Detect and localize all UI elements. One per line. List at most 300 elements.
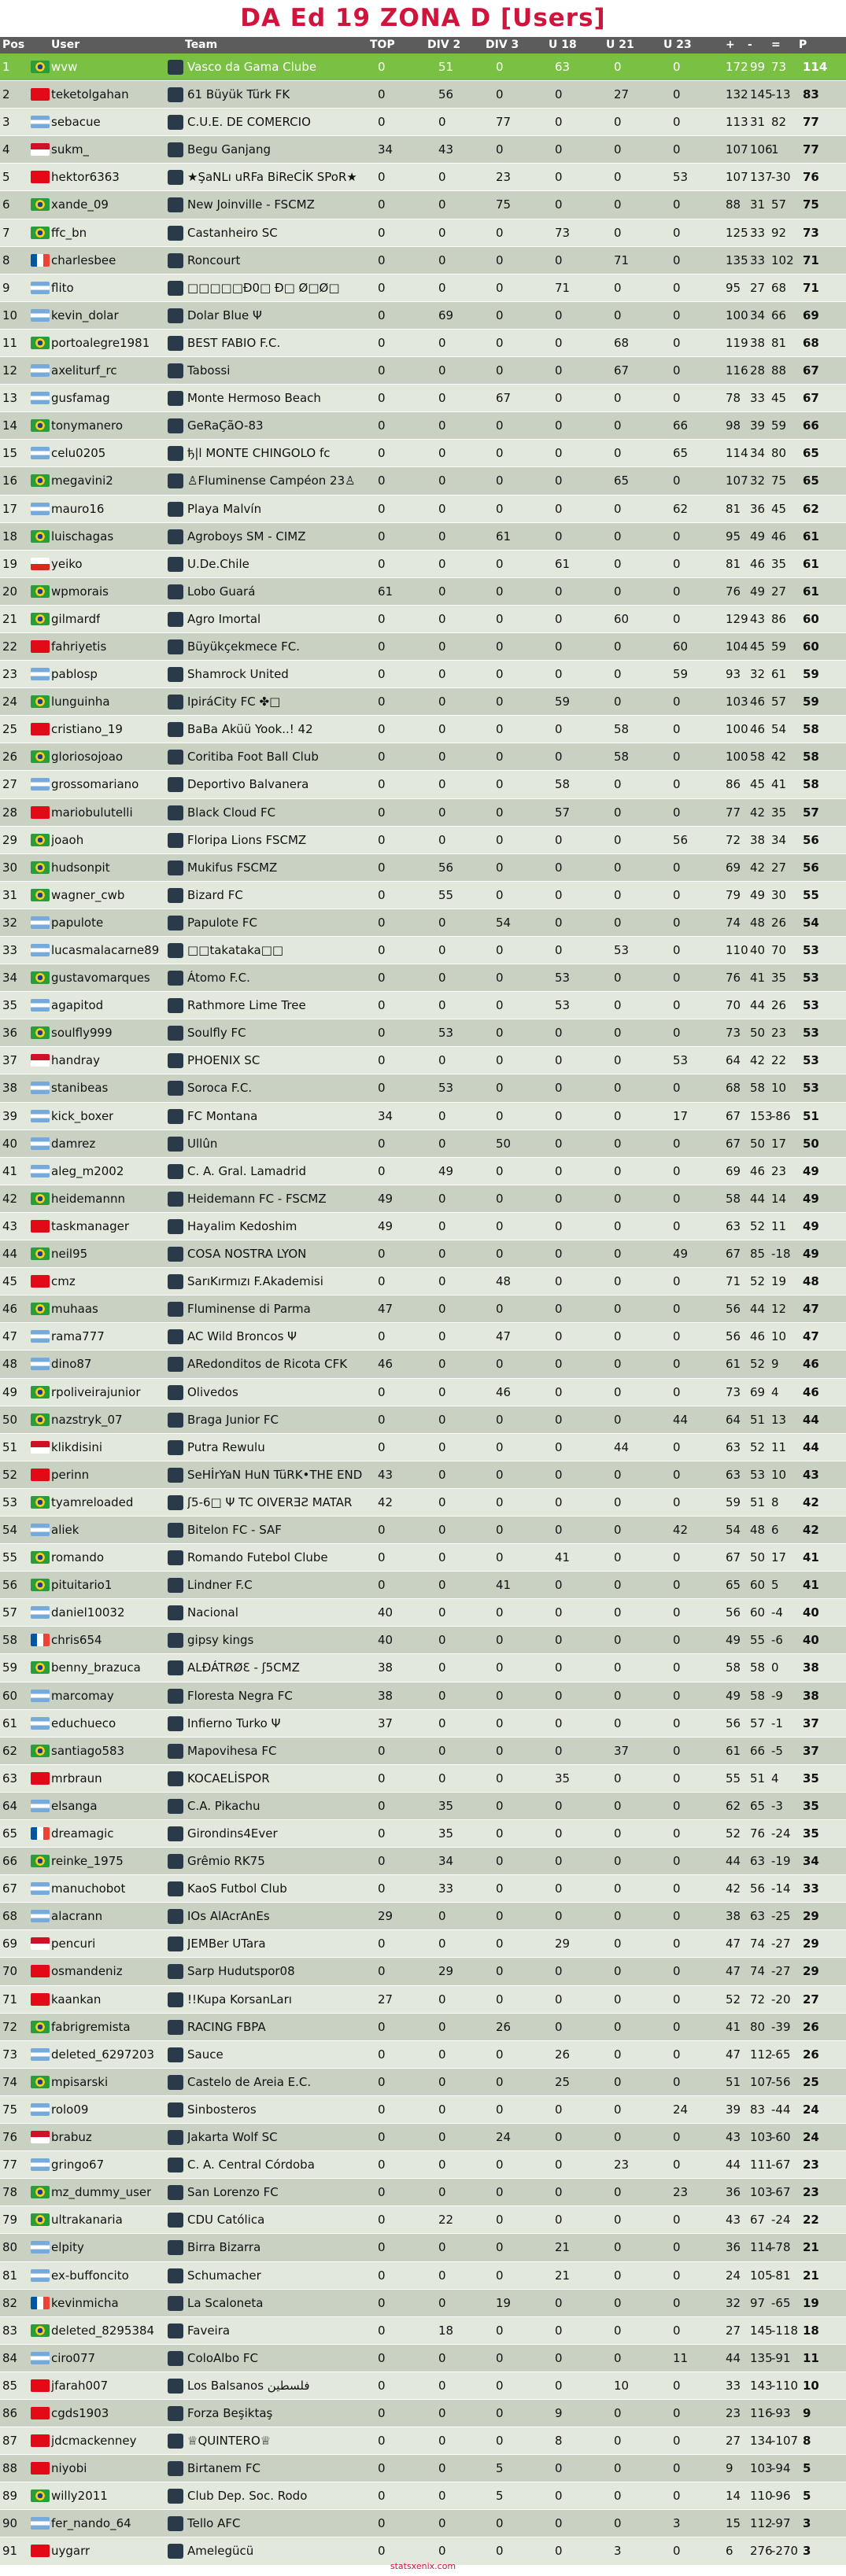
team-name-cell[interactable]: BEST FABIO F.C.: [187, 335, 281, 350]
table-row[interactable]: [0, 2234, 846, 2261]
username-cell[interactable]: portoalegre1981: [51, 335, 150, 350]
username-cell[interactable]: axeliturf_rc: [51, 363, 117, 378]
team-name-cell[interactable]: ♕QUINTERO♕: [187, 2434, 272, 2449]
team-name-cell[interactable]: Vasco da Gama Clube: [187, 60, 317, 74]
team-name-cell[interactable]: ♙Fluminense Campéon 23♙: [187, 474, 356, 488]
username-cell[interactable]: ffc_bn: [51, 225, 87, 240]
table-row[interactable]: [0, 1158, 846, 1185]
team-name-cell[interactable]: RACING FBPA: [187, 2019, 266, 2034]
team-name-cell[interactable]: ColoAlbo FC: [187, 2350, 258, 2365]
username-cell[interactable]: kevinmicha: [51, 2295, 119, 2310]
table-row[interactable]: [0, 1130, 846, 1158]
team-name-cell[interactable]: Amelegücü: [187, 2544, 254, 2559]
header-u18[interactable]: U 18: [549, 39, 577, 51]
team-name-cell[interactable]: IOs AlAcrAnEs: [187, 1909, 270, 1924]
table-row[interactable]: [0, 81, 846, 109]
table-row[interactable]: [0, 937, 846, 964]
team-name-cell[interactable]: Birra Bizarra: [187, 2240, 261, 2255]
username-cell[interactable]: kevin_dolar: [51, 308, 119, 322]
team-name-cell[interactable]: Deportivo Balvanera: [187, 777, 309, 792]
header-team[interactable]: Team: [185, 39, 218, 51]
username-cell[interactable]: charlesbee: [51, 252, 116, 267]
table-row[interactable]: [0, 467, 846, 495]
team-name-cell[interactable]: ★ŞaNLı uRFa BiReCİK SPoR★: [187, 170, 357, 185]
table-row[interactable]: [0, 688, 846, 716]
team-name-cell[interactable]: Tello AFC: [187, 2516, 241, 2531]
u21-cell: 0: [614, 1605, 622, 1620]
team-name-cell[interactable]: □□takataka□□: [187, 943, 284, 957]
username-cell[interactable]: yeiko: [51, 556, 83, 571]
table-row[interactable]: [0, 1682, 846, 1710]
team-name-cell[interactable]: Agro Imortal: [187, 611, 261, 626]
team-name-cell[interactable]: Girondins4Ever: [187, 1826, 278, 1841]
table-row[interactable]: [0, 2124, 846, 2151]
table-row[interactable]: [0, 1848, 846, 1875]
footer-credit[interactable]: statsxenix.com: [390, 2561, 456, 2571]
team-name-cell[interactable]: Sinbosteros: [187, 2102, 257, 2117]
username-cell[interactable]: cristiano_19: [51, 722, 123, 737]
table-row[interactable]: [0, 2262, 846, 2290]
header-plus[interactable]: +: [726, 39, 735, 51]
table-row[interactable]: [0, 854, 846, 882]
table-row[interactable]: [0, 219, 846, 247]
team-name-cell[interactable]: C. A. Gral. Lamadrid: [187, 1163, 306, 1178]
username-cell[interactable]: handray: [51, 1053, 100, 1068]
team-name-cell[interactable]: Soroca F.C.: [187, 1081, 253, 1096]
username-cell[interactable]: ultrakanaria: [51, 2213, 123, 2228]
username-cell[interactable]: teketolgahan: [51, 87, 129, 102]
team-name-cell[interactable]: Begu Ganjang: [187, 142, 272, 157]
username-cell[interactable]: educhueco: [51, 1715, 116, 1730]
team-name-cell[interactable]: Lobo Guará: [187, 584, 256, 599]
table-row[interactable]: [0, 2041, 846, 2069]
team-badge-icon: [168, 2461, 183, 2476]
username-cell[interactable]: elsanga: [51, 1798, 98, 1813]
team-name-cell[interactable]: Bitelon FC - SAF: [187, 1522, 282, 1537]
header-pos[interactable]: Pos: [2, 39, 25, 51]
username-cell[interactable]: romando: [51, 1550, 105, 1565]
team-badge-icon: [168, 557, 183, 572]
username-cell[interactable]: pablosp: [51, 667, 98, 682]
team-name-cell[interactable]: Faveira: [187, 2323, 231, 2338]
username-cell[interactable]: deleted_8295384: [51, 2323, 155, 2338]
table-row[interactable]: [0, 1572, 846, 1599]
team-name-cell[interactable]: Coritiba Foot Ball Club: [187, 750, 319, 765]
username-cell[interactable]: fabrigremista: [51, 2019, 131, 2034]
table-row[interactable]: [0, 1240, 846, 1268]
team-name-cell[interactable]: Heidemann FC - FSCMZ: [187, 1191, 327, 1206]
table-row[interactable]: [0, 1654, 846, 1682]
team-name-cell[interactable]: Nacional: [187, 1605, 238, 1620]
username-cell[interactable]: daniel10032: [51, 1605, 125, 1620]
table-row[interactable]: [0, 1019, 846, 1047]
username-cell[interactable]: xande_09: [51, 197, 109, 212]
team-name-cell[interactable]: Ullûn: [187, 1136, 218, 1151]
table-row[interactable]: [0, 2206, 846, 2234]
team-name-cell[interactable]: CDU Católica: [187, 2213, 265, 2228]
username-cell[interactable]: rpoliveirajunior: [51, 1384, 141, 1399]
username-cell[interactable]: kick_boxer: [51, 1108, 114, 1123]
username-cell[interactable]: lucasmalacarne89: [51, 943, 160, 957]
team-name-cell[interactable]: ʃ5-6□ Ψ TC OIVERƎƧ MATAR: [187, 1494, 353, 1509]
table-row[interactable]: [0, 2069, 846, 2096]
team-name-cell[interactable]: ђ|l MONTE CHINGOLO fc: [187, 446, 331, 461]
username-cell[interactable]: marcomay: [51, 1688, 114, 1703]
username-cell[interactable]: agapitod: [51, 998, 104, 1013]
table-row[interactable]: [0, 1434, 846, 1461]
team-name-cell[interactable]: Floresta Negra FC: [187, 1688, 293, 1703]
username-cell[interactable]: papulote: [51, 915, 104, 930]
table-row[interactable]: [0, 578, 846, 606]
table-row[interactable]: [0, 1710, 846, 1738]
team-name-cell[interactable]: C.A. Pikachu: [187, 1798, 260, 1813]
table-row[interactable]: [0, 385, 846, 412]
team-name-cell[interactable]: San Lorenzo FC: [187, 2185, 279, 2200]
header-u21[interactable]: U 21: [606, 39, 634, 51]
username-cell[interactable]: wagner_cwb: [51, 887, 125, 902]
username-cell[interactable]: gilmardf: [51, 611, 101, 626]
table-row[interactable]: [0, 1103, 846, 1130]
username-cell[interactable]: dino87: [51, 1357, 92, 1372]
team-name-cell[interactable]: GeRaÇãO-83: [187, 418, 264, 433]
team-name-cell[interactable]: Mapovihesa FC: [187, 1743, 277, 1758]
team-name-cell[interactable]: !!Kupa KorsanLarı: [187, 1992, 292, 2007]
username-cell[interactable]: jfarah007: [51, 2378, 109, 2393]
table-row[interactable]: [0, 1599, 846, 1627]
team-name-cell[interactable]: Büyükçekmece FC.: [187, 639, 300, 654]
table-row[interactable]: [0, 1903, 846, 1930]
username-cell[interactable]: dreamagic: [51, 1826, 114, 1841]
team-name-cell[interactable]: Club Dep. Soc. Rodo: [187, 2489, 308, 2504]
table-row[interactable]: [0, 2096, 846, 2124]
team-name-cell[interactable]: Birtanem FC: [187, 2461, 260, 2476]
table-row[interactable]: [0, 2179, 846, 2206]
username-cell[interactable]: wvw: [51, 60, 78, 74]
username-cell[interactable]: mariobulutelli: [51, 805, 133, 820]
team-name-cell[interactable]: SeHİrYaN HuN TüRK•THE END: [187, 1467, 363, 1482]
username-cell[interactable]: elpity: [51, 2240, 84, 2255]
username-cell[interactable]: hudsonpit: [51, 860, 110, 875]
table-row[interactable]: [0, 661, 846, 688]
table-row[interactable]: [0, 164, 846, 191]
table-row[interactable]: [0, 1047, 846, 1074]
div2-cell: 0: [438, 2350, 446, 2365]
table-row[interactable]: [0, 1544, 846, 1572]
username-cell[interactable]: kaankan: [51, 1992, 102, 2007]
team-name-cell[interactable]: New Joinville - FSCMZ: [187, 197, 315, 212]
username-cell[interactable]: pencuri: [51, 1937, 96, 1951]
username-cell[interactable]: osmandeniz: [51, 1964, 123, 1979]
username-cell[interactable]: alacrann: [51, 1909, 103, 1924]
username-cell[interactable]: gusfamag: [51, 391, 110, 406]
table-row[interactable]: [0, 633, 846, 661]
team-name-cell[interactable]: KaoS Futbol Club: [187, 1881, 287, 1896]
team-name-cell[interactable]: Bizard FC: [187, 887, 243, 902]
username-cell[interactable]: aleg_m2002: [51, 1163, 124, 1178]
table-row[interactable]: [0, 1875, 846, 1903]
username-cell[interactable]: luischagas: [51, 529, 114, 544]
username-cell[interactable]: niyobi: [51, 2461, 87, 2476]
team-name-cell[interactable]: Olivedos: [187, 1384, 238, 1399]
div3-cell: 0: [496, 2213, 504, 2228]
table-row[interactable]: [0, 1268, 846, 1295]
team-name-cell[interactable]: C.U.E. DE COMERCIO: [187, 115, 311, 130]
header-minus[interactable]: -: [748, 39, 752, 51]
username-cell[interactable]: taskmanager: [51, 1218, 129, 1233]
team-name-cell[interactable]: Shamrock United: [187, 667, 289, 682]
username-cell[interactable]: tyamreloaded: [51, 1494, 134, 1509]
username-cell[interactable]: mpisarski: [51, 2074, 109, 2089]
team-name-cell[interactable]: Infierno Turko Ψ: [187, 1715, 281, 1730]
header-div3[interactable]: DIV 3: [486, 39, 519, 51]
username-cell[interactable]: gustavomarques: [51, 971, 150, 986]
table-row[interactable]: [0, 330, 846, 357]
table-row[interactable]: [0, 2317, 846, 2345]
team-name-cell[interactable]: IpiráCity FC ✤□: [187, 695, 281, 709]
table-row[interactable]: [0, 412, 846, 440]
header-u23[interactable]: U 23: [663, 39, 692, 51]
team-name-cell[interactable]: ARedonditos de Ricota CFK: [187, 1357, 348, 1372]
username-cell[interactable]: neil95: [51, 1247, 88, 1262]
team-name-cell[interactable]: PHOENIX SC: [187, 1053, 260, 1068]
header-eq[interactable]: =: [771, 39, 781, 51]
table-row[interactable]: [0, 1765, 846, 1793]
table-row[interactable]: [0, 1295, 846, 1323]
team-name-cell[interactable]: Schumacher: [187, 2268, 261, 2283]
username-cell[interactable]: gloriosojoao: [51, 750, 124, 765]
u18-cell: 0: [555, 1081, 563, 1096]
header-user[interactable]: User: [51, 39, 80, 51]
team-name-cell[interactable]: Fluminense di Parma: [187, 1302, 311, 1317]
team-name-cell[interactable]: Castelo de Areia E.C.: [187, 2074, 312, 2089]
username-cell[interactable]: rama777: [51, 1329, 105, 1344]
team-name-cell[interactable]: La Scaloneta: [187, 2295, 264, 2310]
username-cell[interactable]: tonymanero: [51, 418, 123, 433]
table-row[interactable]: [0, 2290, 846, 2317]
plus-cell: 95: [726, 280, 741, 295]
username-cell[interactable]: flito: [51, 280, 74, 295]
team-name-cell[interactable]: Soulfly FC: [187, 1026, 246, 1041]
table-row[interactable]: [0, 1738, 846, 1765]
username-cell[interactable]: sebacue: [51, 115, 101, 130]
table-row[interactable]: [0, 1323, 846, 1351]
username-cell[interactable]: willy2011: [51, 2489, 108, 2504]
top-cell: 40: [378, 1633, 393, 1648]
team-name-cell[interactable]: Monte Hermoso Beach: [187, 391, 321, 406]
header-div2[interactable]: DIV 2: [427, 39, 461, 51]
table-row[interactable]: [0, 882, 846, 909]
table-row[interactable]: [0, 1986, 846, 2014]
table-row[interactable]: [0, 357, 846, 385]
team-name-cell[interactable]: ALĐÁTRØƐ - ʃ5CMZ: [187, 1660, 300, 1675]
table-row[interactable]: [0, 2151, 846, 2179]
team-name-cell[interactable]: Braga Junior FC: [187, 1412, 279, 1427]
table-row[interactable]: [0, 827, 846, 854]
team-name-cell[interactable]: Rathmore Lime Tree: [187, 998, 306, 1013]
team-name-cell[interactable]: gipsy kings: [187, 1633, 254, 1648]
username-cell[interactable]: fer_nando_64: [51, 2516, 131, 2531]
table-row[interactable]: [0, 2510, 846, 2537]
username-cell[interactable]: mauro16: [51, 501, 105, 516]
table-row[interactable]: [0, 53, 846, 81]
team-name-cell[interactable]: Sauce: [187, 2047, 224, 2062]
div3-cell: 0: [496, 1522, 504, 1537]
team-name-cell[interactable]: BaBa Aküü Yook..! 42: [187, 722, 313, 737]
username-cell[interactable]: megavini2: [51, 474, 113, 488]
table-row[interactable]: [0, 1379, 846, 1406]
username-cell[interactable]: santiago583: [51, 1743, 125, 1758]
header-top[interactable]: TOP: [370, 39, 395, 51]
username-cell[interactable]: deleted_6297203: [51, 2047, 155, 2062]
table-row[interactable]: [0, 551, 846, 578]
team-name-cell[interactable]: Putra Rewulu: [187, 1439, 265, 1454]
username-cell[interactable]: ciro077: [51, 2350, 96, 2365]
team-name-cell[interactable]: Floripa Lions FSCMZ: [187, 832, 307, 847]
table-row[interactable]: [0, 275, 846, 302]
username-cell[interactable]: sukm_: [51, 142, 90, 157]
header-points[interactable]: P: [799, 39, 807, 51]
team-name-cell[interactable]: C. A. Central Córdoba: [187, 2158, 315, 2172]
team-name-cell[interactable]: □□□□□Ð0□ Ð□ Ø□Ø□: [187, 280, 340, 295]
table-row[interactable]: [0, 247, 846, 275]
table-row[interactable]: [0, 1074, 846, 1102]
table-row[interactable]: [0, 2014, 846, 2041]
minus-cell: 145: [750, 2323, 773, 2338]
table-row[interactable]: [0, 1213, 846, 1240]
username-cell[interactable]: muhaas: [51, 1302, 98, 1317]
diff-cell: 81: [771, 335, 787, 350]
table-row[interactable]: [0, 1351, 846, 1378]
table-row[interactable]: [0, 136, 846, 164]
username-cell[interactable]: jdcmackenney: [51, 2434, 137, 2449]
table-row[interactable]: [0, 2400, 846, 2427]
team-name-cell[interactable]: JEMBer UTara: [187, 1937, 266, 1951]
team-name-cell[interactable]: Sarp Hudutspor08: [187, 1964, 295, 1979]
table-row[interactable]: [0, 1461, 846, 1489]
username-cell[interactable]: soulfly999: [51, 1026, 113, 1041]
u18-cell: 0: [555, 584, 563, 599]
table-row[interactable]: [0, 1406, 846, 1434]
table-row[interactable]: [0, 964, 846, 992]
username-cell[interactable]: rolo09: [51, 2102, 89, 2117]
username-cell[interactable]: uygarr: [51, 2544, 91, 2559]
table-row[interactable]: [0, 909, 846, 937]
table-row[interactable]: [0, 1627, 846, 1654]
team-name-cell[interactable]: Los Balsanos فلسطين: [187, 2378, 310, 2393]
username-cell[interactable]: cmz: [51, 1274, 76, 1289]
team-name-cell[interactable]: Castanheiro SC: [187, 225, 278, 240]
username-cell[interactable]: perinn: [51, 1467, 90, 1482]
username-cell[interactable]: celu0205: [51, 446, 106, 461]
table-row[interactable]: [0, 743, 846, 771]
team-name-cell[interactable]: Papulote FC: [187, 915, 257, 930]
username-cell[interactable]: fahriyetis: [51, 639, 107, 654]
username-cell[interactable]: wpmorais: [51, 584, 109, 599]
team-name-cell[interactable]: Black Cloud FC: [187, 805, 276, 820]
team-name-cell[interactable]: AC Wild Broncos Ψ: [187, 1329, 297, 1344]
team-name-cell[interactable]: Lindner F.C: [187, 1578, 253, 1593]
username-cell[interactable]: stanibeas: [51, 1081, 109, 1096]
table-row[interactable]: [0, 302, 846, 330]
username-cell[interactable]: mrbraun: [51, 1771, 102, 1786]
username-cell[interactable]: reinke_1975: [51, 1854, 124, 1869]
team-name-cell[interactable]: Romando Futebol Clube: [187, 1550, 328, 1565]
team-name-cell[interactable]: Forza Beşiktaş: [187, 2405, 273, 2420]
table-row[interactable]: [0, 2455, 846, 2482]
team-name-cell[interactable]: Jakarta Wolf SC: [187, 2130, 278, 2145]
username-cell[interactable]: heidemannn: [51, 1191, 125, 1206]
table-row[interactable]: [0, 440, 846, 467]
table-row[interactable]: [0, 2345, 846, 2372]
username-cell[interactable]: brabuz: [51, 2130, 92, 2145]
table-row[interactable]: [0, 606, 846, 633]
username-cell[interactable]: gringo67: [51, 2158, 105, 2172]
team-name-cell[interactable]: 61 Büyük Türk FK: [187, 87, 290, 102]
username-cell[interactable]: lunguinha: [51, 695, 110, 709]
table-row[interactable]: [0, 716, 846, 743]
team-name-cell[interactable]: U.De.Chile: [187, 556, 249, 571]
team-name-cell[interactable]: KOCAELİSPOR: [187, 1771, 270, 1786]
username-cell[interactable]: chris654: [51, 1633, 102, 1648]
table-row[interactable]: [0, 2482, 846, 2510]
table-row[interactable]: [0, 992, 846, 1019]
table-row[interactable]: [0, 523, 846, 551]
table-row[interactable]: [0, 1489, 846, 1516]
team-name-cell[interactable]: Roncourt: [187, 252, 241, 267]
pos-cell: 4: [2, 142, 10, 157]
table-row[interactable]: [0, 1793, 846, 1820]
table-row[interactable]: [0, 771, 846, 798]
username-cell[interactable]: damrez: [51, 1136, 96, 1151]
username-cell[interactable]: manuchobot: [51, 1881, 126, 1896]
team-name-cell[interactable]: Dolar Blue Ψ: [187, 308, 262, 322]
team-name-cell[interactable]: Playa Malvín: [187, 501, 262, 516]
table-row[interactable]: [0, 1185, 846, 1213]
username-cell[interactable]: aliek: [51, 1522, 79, 1537]
username-cell[interactable]: pituitario1: [51, 1578, 113, 1593]
username-cell[interactable]: nazstryk_07: [51, 1412, 123, 1427]
team-name-cell[interactable]: Grêmio RK75: [187, 1854, 265, 1869]
table-row[interactable]: [0, 1516, 846, 1544]
team-name-cell[interactable]: Mukifus FSCMZ: [187, 860, 278, 875]
username-cell[interactable]: joaoh: [51, 832, 84, 847]
table-row[interactable]: [0, 109, 846, 136]
table-row[interactable]: [0, 1958, 846, 1985]
team-name-cell[interactable]: Hayalim Kedoshim: [187, 1218, 297, 1233]
table-row[interactable]: [0, 2372, 846, 2400]
username-cell[interactable]: mz_dummy_user: [51, 2185, 152, 2200]
team-name-cell[interactable]: Tabossi: [187, 363, 231, 378]
team-name-cell[interactable]: COSA NOSTRA LYON: [187, 1247, 307, 1262]
team-name-cell[interactable]: FC Montana: [187, 1108, 258, 1123]
table-row[interactable]: [0, 799, 846, 827]
table-row[interactable]: [0, 191, 846, 219]
team-name-cell[interactable]: Agroboys SM - CIMZ: [187, 529, 306, 544]
team-name-cell[interactable]: SarıKırmızı F.Akademisi: [187, 1274, 323, 1289]
table-row[interactable]: [0, 2427, 846, 2455]
u23-cell: 0: [673, 1384, 681, 1399]
table-row[interactable]: [0, 496, 846, 523]
team-name-cell[interactable]: Átomo F.C.: [187, 971, 250, 986]
table-row[interactable]: [0, 1930, 846, 1958]
username-cell[interactable]: ex-buffoncito: [51, 2268, 129, 2283]
table-row[interactable]: [0, 1820, 846, 1848]
username-cell[interactable]: grossomariano: [51, 777, 139, 792]
username-cell[interactable]: cgds1903: [51, 2405, 109, 2420]
username-cell[interactable]: klikdisini: [51, 1439, 103, 1454]
username-cell[interactable]: hektor6363: [51, 170, 120, 185]
username-cell[interactable]: benny_brazuca: [51, 1660, 141, 1675]
